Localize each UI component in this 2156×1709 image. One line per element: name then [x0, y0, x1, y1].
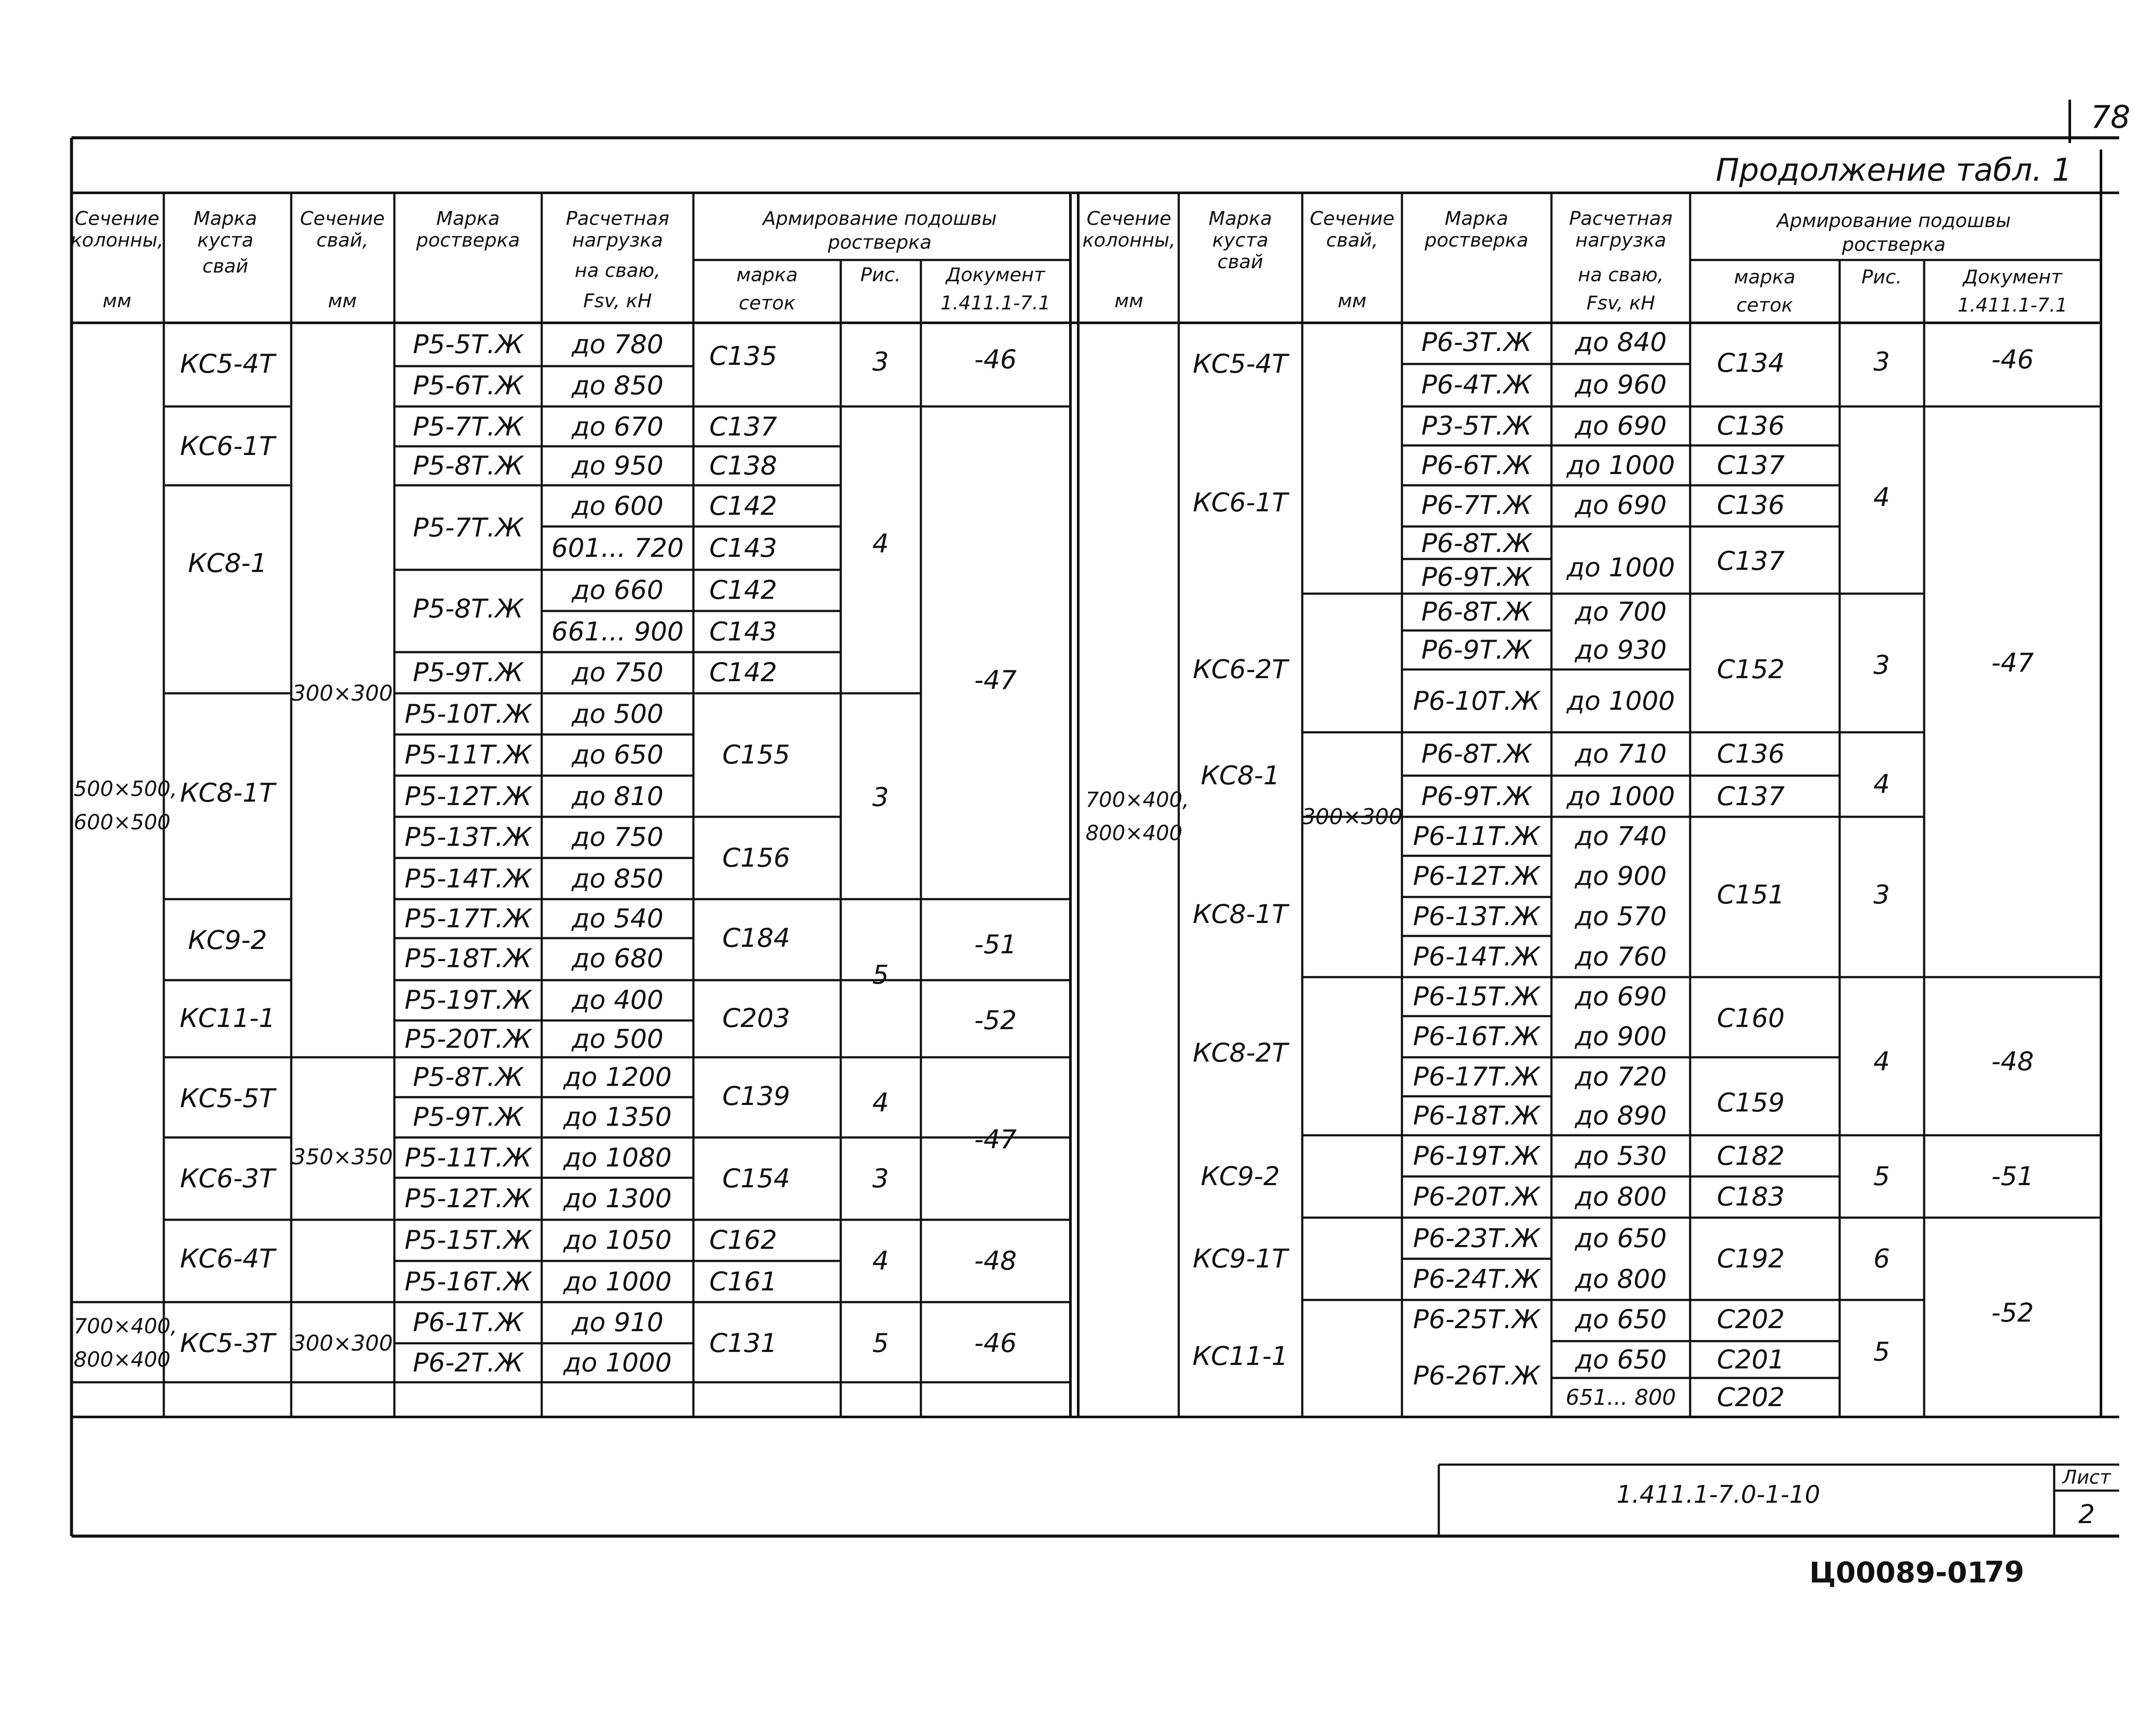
- right-grillage: Р6-24Т.Ж: [1413, 1264, 1540, 1294]
- right-load: до 930: [1575, 635, 1667, 665]
- right-grillage: Р6-23Т.Ж: [1413, 1223, 1540, 1254]
- left-fig: 4: [872, 1088, 889, 1118]
- left-load: до 950: [572, 451, 663, 481]
- right-mesh: С137: [1717, 450, 1785, 481]
- right-grillage: Р6-4Т.Ж: [1421, 370, 1532, 400]
- right-doc: -46: [1991, 344, 2034, 375]
- right-load: до 760: [1575, 942, 1667, 972]
- hdr-r-pile-3: мм: [1337, 290, 1367, 312]
- left-load: 601... 720: [551, 533, 684, 563]
- right-mesh: С159: [1717, 1088, 1785, 1118]
- right-mesh: С136: [1717, 490, 1785, 520]
- hdr-r-pile-1: Сечение: [1310, 208, 1395, 230]
- left-fig: 4: [872, 1246, 889, 1276]
- right-load: до 530: [1575, 1141, 1667, 1171]
- hdr-reinf-1: Армирование подошвы: [763, 208, 997, 230]
- right-load: до 690: [1575, 981, 1667, 1012]
- hdr-mesh-2: сеток: [738, 292, 796, 314]
- hdr-r-load-1: Расчетная: [1569, 208, 1673, 230]
- right-grillage: Р6-10Т.Ж: [1413, 686, 1540, 716]
- hdr-r-load-4: Fsv, кН: [1586, 292, 1655, 314]
- left-load: до 850: [572, 864, 663, 894]
- right-mesh: С137: [1717, 781, 1785, 812]
- left-fig: 3: [872, 1163, 889, 1194]
- left-load: до 500: [572, 1024, 663, 1054]
- hdr-r-group-1: Марка: [1208, 208, 1272, 230]
- left-load: до 910: [572, 1307, 663, 1338]
- left-doc: -47: [974, 665, 1017, 695]
- left-grillage: Р5-16Т.Ж: [404, 1267, 532, 1297]
- right-mesh: С136: [1717, 411, 1785, 441]
- left-grillage: Р5-8Т.Ж: [413, 451, 524, 481]
- right-load: до 1000: [1567, 781, 1675, 812]
- right-group: КС5-4Т: [1193, 349, 1288, 379]
- right-fig: 4: [1873, 769, 1890, 799]
- left-grillage: Р5-10Т.Ж: [404, 699, 532, 729]
- right-mesh: С136: [1717, 739, 1785, 769]
- hdr-fig: Рис.: [860, 264, 901, 286]
- hdr-r-load-2: нагрузка: [1575, 229, 1666, 251]
- left-mesh: С131: [709, 1328, 777, 1358]
- left-mesh: С184: [722, 923, 790, 953]
- right-grillage: Р6-19Т.Ж: [1413, 1141, 1540, 1171]
- hdr-r-fig: Рис.: [1861, 266, 1902, 288]
- left-grillage: Р5-13Т.Ж: [404, 822, 532, 852]
- hdr-col-section-2: колонны,: [70, 229, 164, 251]
- left-mesh: С137: [709, 412, 777, 442]
- hdr-reinf-2: ростверка: [828, 231, 932, 253]
- right-load: до 570: [1575, 901, 1667, 932]
- left-load: до 650: [572, 740, 663, 770]
- left-mesh: С142: [709, 575, 777, 605]
- right-mesh: С192: [1717, 1244, 1785, 1274]
- right-load: до 1000: [1567, 686, 1675, 716]
- left-fig: 5: [872, 960, 889, 990]
- right-load: до 1000: [1567, 450, 1675, 481]
- right-mesh: С182: [1717, 1141, 1785, 1171]
- left-group: КС9-2: [188, 925, 267, 955]
- right-load: до 800: [1575, 1264, 1667, 1294]
- left-group: КС6-4Т: [180, 1244, 275, 1274]
- right-mesh: С160: [1717, 1003, 1785, 1033]
- right-mesh: С151: [1717, 880, 1785, 910]
- left-load: до 1000: [563, 1267, 672, 1297]
- right-fig: 5: [1873, 1337, 1890, 1367]
- right-col-section: 700×400, 800×400: [1086, 788, 1189, 845]
- right-mesh: С202: [1717, 1304, 1785, 1335]
- left-group: КС8-1Т: [180, 778, 275, 808]
- left-group: КС6-3Т: [180, 1163, 275, 1194]
- left-mesh: С162: [709, 1225, 777, 1255]
- right-load: до 700: [1575, 597, 1667, 627]
- hdr-r-reinf-1: Армирование подошвы: [1777, 210, 2011, 232]
- right-load: 651... 800: [1565, 1385, 1676, 1410]
- right-load: до 800: [1575, 1182, 1667, 1212]
- left-grillage: Р5-20Т.Ж: [404, 1024, 532, 1054]
- left-doc: -52: [974, 1005, 1017, 1036]
- right-fig: 5: [1873, 1161, 1890, 1192]
- left-grillage: Р5-18Т.Ж: [404, 943, 532, 974]
- right-grillage: Р6-9Т.Ж: [1421, 635, 1532, 665]
- left-load: до 810: [572, 781, 663, 812]
- left-load: до 780: [572, 329, 663, 360]
- left-load: до 1200: [563, 1062, 672, 1092]
- right-mesh: С152: [1717, 654, 1785, 685]
- right-load: до 890: [1575, 1101, 1667, 1131]
- left-load: до 680: [572, 943, 663, 974]
- right-group: КС9-2: [1200, 1161, 1280, 1192]
- hdr-doc-2: 1.411.1-7.1: [940, 292, 1050, 314]
- left-load: до 600: [572, 491, 663, 521]
- left-doc: -51: [974, 929, 1017, 960]
- left-mesh: С138: [709, 451, 777, 481]
- right-load: до 840: [1575, 327, 1667, 357]
- right-grillage: Р6-9Т.Ж: [1421, 562, 1532, 592]
- right-group: КС6-1Т: [1193, 487, 1288, 518]
- hdr-load-4: Fsv, кН: [583, 290, 652, 312]
- left-grillage: Р5-9Т.Ж: [413, 657, 524, 688]
- left-load: до 1050: [563, 1225, 672, 1255]
- hdr-pile-3: мм: [328, 290, 357, 312]
- left-grillage: Р5-5Т.Ж: [413, 329, 524, 360]
- left-load: до 750: [572, 822, 663, 852]
- left-load: до 540: [572, 903, 663, 934]
- left-load: до 670: [572, 412, 663, 442]
- left-pile-section: 300×300: [292, 1331, 393, 1356]
- left-group: КС6-1Т: [180, 431, 275, 461]
- left-mesh: С142: [709, 657, 777, 688]
- left-load: до 850: [572, 370, 663, 401]
- hdr-mesh-1: марка: [736, 264, 798, 286]
- left-pile-section: 350×350: [292, 1144, 393, 1170]
- hdr-r-col-section-2: колонны,: [1082, 229, 1176, 251]
- right-load: до 650: [1575, 1345, 1667, 1375]
- left-load: до 1350: [563, 1102, 672, 1132]
- right-grillage: Р6-3Т.Ж: [1421, 327, 1532, 357]
- left-group: КС8-1: [188, 548, 267, 578]
- left-grillage: Р5-11Т.Ж: [404, 740, 532, 770]
- right-group: КС6-2Т: [1193, 654, 1288, 685]
- hdr-r-reinf-2: ростверка: [1842, 234, 1946, 256]
- right-grillage: Р3-5Т.Ж: [1421, 411, 1532, 441]
- right-mesh: С137: [1717, 546, 1785, 576]
- right-load: до 690: [1575, 411, 1667, 441]
- right-grillage: Р6-7Т.Ж: [1421, 490, 1532, 520]
- right-grillage: Р6-8Т.Ж: [1421, 528, 1532, 559]
- left-grillage: Р6-1Т.Ж: [413, 1307, 524, 1338]
- right-group: КС8-2Т: [1193, 1038, 1288, 1068]
- left-load: до 1300: [563, 1183, 672, 1214]
- left-doc: -46: [974, 344, 1017, 375]
- hdr-group-2: куста: [197, 229, 254, 251]
- hdr-r-grillage-1: Марка: [1444, 208, 1509, 230]
- left-grillage: Р5-19Т.Ж: [404, 985, 532, 1015]
- left-grillage: Р5-17Т.Ж: [404, 903, 532, 934]
- right-grillage: Р6-17Т.Ж: [1413, 1062, 1540, 1092]
- right-grillage: Р6-12Т.Ж: [1413, 861, 1540, 891]
- left-grillage: Р5-14Т.Ж: [404, 864, 532, 894]
- right-fig: 3: [1873, 650, 1890, 680]
- hdr-r-pile-2: свай,: [1326, 229, 1378, 251]
- left-load: до 400: [572, 985, 663, 1015]
- right-grillage: Р6-13Т.Ж: [1413, 901, 1540, 932]
- hdr-col-section-3: мм: [102, 290, 132, 312]
- hdr-doc-1: Документ: [946, 264, 1045, 286]
- hdr-r-doc-1: Документ: [1963, 266, 2062, 288]
- hdr-load-2: нагрузка: [572, 229, 663, 251]
- left-group: КС5-4Т: [180, 349, 275, 379]
- table-caption: Продолжение табл. 1: [1715, 152, 2072, 188]
- hdr-grillage-1: Марка: [436, 208, 500, 230]
- hdr-r-mesh-1: марка: [1734, 266, 1795, 288]
- left-grillage: Р5-8Т.Ж: [413, 1062, 524, 1092]
- left-grillage: Р5-15Т.Ж: [404, 1225, 532, 1255]
- hdr-load-3: на сваю,: [575, 260, 660, 282]
- right-mesh: С134: [1717, 348, 1785, 378]
- left-mesh: С154: [722, 1163, 790, 1194]
- right-grillage: Р6-6Т.Ж: [1421, 450, 1532, 481]
- left-mesh: С203: [722, 1003, 790, 1033]
- right-load: до 900: [1575, 1021, 1667, 1052]
- left-doc: -47: [974, 1124, 1017, 1155]
- right-doc: -51: [1991, 1161, 2034, 1192]
- hdr-grillage-2: ростверка: [416, 229, 520, 251]
- hdr-pile-1: Сечение: [300, 208, 385, 230]
- hdr-r-doc-2: 1.411.1-7.1: [1958, 294, 2068, 316]
- right-doc: -48: [1991, 1046, 2034, 1077]
- right-pile-section: 300×300: [1301, 804, 1403, 829]
- right-mesh: С183: [1717, 1182, 1785, 1212]
- left-grillage: Р5-11Т.Ж: [404, 1143, 532, 1173]
- left-col-section-2: 700×400, 800×400: [74, 1314, 177, 1372]
- left-group: КС5-5Т: [180, 1083, 275, 1114]
- hdr-r-group-3: свай: [1217, 251, 1263, 273]
- left-fig: 5: [872, 1328, 889, 1358]
- right-load: до 650: [1575, 1304, 1667, 1335]
- left-mesh: С156: [722, 843, 790, 873]
- left-mesh: С161: [709, 1267, 777, 1297]
- page-number: 78: [2091, 99, 2130, 135]
- right-load: до 690: [1575, 490, 1667, 520]
- left-pile-section: 300×300: [292, 681, 393, 706]
- left-mesh: С143: [709, 533, 777, 563]
- title-block-sheet-number: 2: [2078, 1499, 2095, 1530]
- right-grillage: Р6-8Т.Ж: [1421, 739, 1532, 769]
- left-fig: 3: [872, 347, 889, 377]
- hdr-r-load-3: на сваю,: [1578, 264, 1664, 286]
- left-grillage: Р5-7Т.Ж: [413, 412, 524, 442]
- footer-stamp: Ц00089-01: [1809, 1556, 1987, 1589]
- right-load: до 720: [1575, 1062, 1667, 1092]
- left-load: до 1000: [563, 1348, 672, 1378]
- left-mesh: С143: [709, 617, 777, 647]
- right-group: КС11-1: [1192, 1341, 1288, 1371]
- left-grillage: Р5-9Т.Ж: [413, 1102, 524, 1132]
- left-doc: -46: [974, 1328, 1017, 1358]
- left-grillage: Р5-6Т.Ж: [413, 370, 524, 401]
- left-grillage: Р6-2Т.Ж: [413, 1348, 524, 1378]
- left-mesh: С139: [722, 1081, 790, 1111]
- left-grillage: Р5-12Т.Ж: [404, 781, 532, 812]
- right-fig: 3: [1873, 347, 1890, 377]
- hdr-r-col-section-1: Сечение: [1086, 208, 1171, 230]
- hdr-r-group-2: куста: [1212, 229, 1268, 251]
- title-block-code: 1.411.1-7.0-1-10: [1616, 1481, 1821, 1509]
- right-doc: -52: [1991, 1298, 2034, 1328]
- right-load: до 650: [1575, 1223, 1667, 1254]
- left-load: до 1080: [563, 1143, 672, 1173]
- hdr-r-grillage-2: ростверка: [1424, 229, 1528, 251]
- left-grillage: Р5-8Т.Ж: [413, 594, 524, 624]
- left-mesh: С155: [722, 740, 790, 770]
- left-load: 661... 900: [551, 617, 684, 647]
- right-group: КС8-1Т: [1193, 899, 1288, 929]
- right-grillage: Р6-16Т.Ж: [1413, 1021, 1540, 1052]
- right-load: до 740: [1575, 821, 1667, 851]
- left-mesh: С135: [709, 341, 777, 371]
- right-load: до 900: [1575, 861, 1667, 891]
- left-load: до 660: [572, 575, 663, 605]
- right-grillage: Р6-25Т.Ж: [1413, 1304, 1540, 1335]
- right-doc: -47: [1991, 648, 2034, 678]
- hdr-col-section-1: Сечение: [75, 208, 159, 230]
- right-load: до 710: [1575, 739, 1667, 769]
- right-group: КС9-1Т: [1193, 1244, 1288, 1274]
- title-block-sheet-label: Лист: [2062, 1466, 2111, 1488]
- right-grillage: Р6-15Т.Ж: [1413, 981, 1540, 1012]
- left-col-section-1: 500×500, 600×500: [74, 777, 177, 835]
- left-grillage: Р5-7Т.Ж: [413, 513, 524, 543]
- left-grillage: Р5-12Т.Ж: [404, 1183, 532, 1214]
- left-load: до 500: [572, 699, 663, 729]
- right-grillage: Р6-20Т.Ж: [1413, 1182, 1540, 1212]
- right-grillage: Р6-14Т.Ж: [1413, 942, 1540, 972]
- footer-number: 79: [1984, 1555, 2024, 1589]
- hdr-group-1: Марка: [193, 208, 257, 230]
- right-load: до 1000: [1567, 552, 1675, 583]
- hdr-pile-2: свай,: [316, 229, 368, 251]
- hdr-load-1: Расчетная: [566, 208, 670, 230]
- right-load: до 960: [1575, 370, 1667, 400]
- hdr-r-col-section-3: мм: [1114, 290, 1144, 312]
- left-group: КС11-1: [179, 1003, 276, 1033]
- right-grillage: Р6-26Т.Ж: [1413, 1361, 1540, 1391]
- right-group: КС8-1: [1200, 760, 1280, 791]
- left-group: КС5-3Т: [180, 1328, 275, 1358]
- right-grillage: Р6-18Т.Ж: [1413, 1101, 1540, 1131]
- right-grillage: Р6-8Т.Ж: [1421, 597, 1532, 627]
- left-mesh: С142: [709, 491, 777, 521]
- hdr-group-3: свай: [202, 255, 248, 277]
- right-fig: 4: [1873, 1046, 1890, 1077]
- left-load: до 750: [572, 657, 663, 688]
- right-mesh: С201: [1717, 1345, 1785, 1375]
- right-mesh: С202: [1717, 1382, 1785, 1413]
- left-doc: -48: [974, 1246, 1017, 1276]
- left-fig: 3: [872, 782, 889, 812]
- hdr-r-mesh-2: сеток: [1736, 294, 1793, 316]
- right-fig: 3: [1873, 880, 1890, 910]
- right-fig: 6: [1873, 1244, 1890, 1274]
- right-fig: 4: [1873, 482, 1890, 513]
- right-grillage: Р6-9Т.Ж: [1421, 781, 1532, 812]
- left-fig: 4: [872, 529, 889, 559]
- right-grillage: Р6-11Т.Ж: [1413, 821, 1540, 851]
